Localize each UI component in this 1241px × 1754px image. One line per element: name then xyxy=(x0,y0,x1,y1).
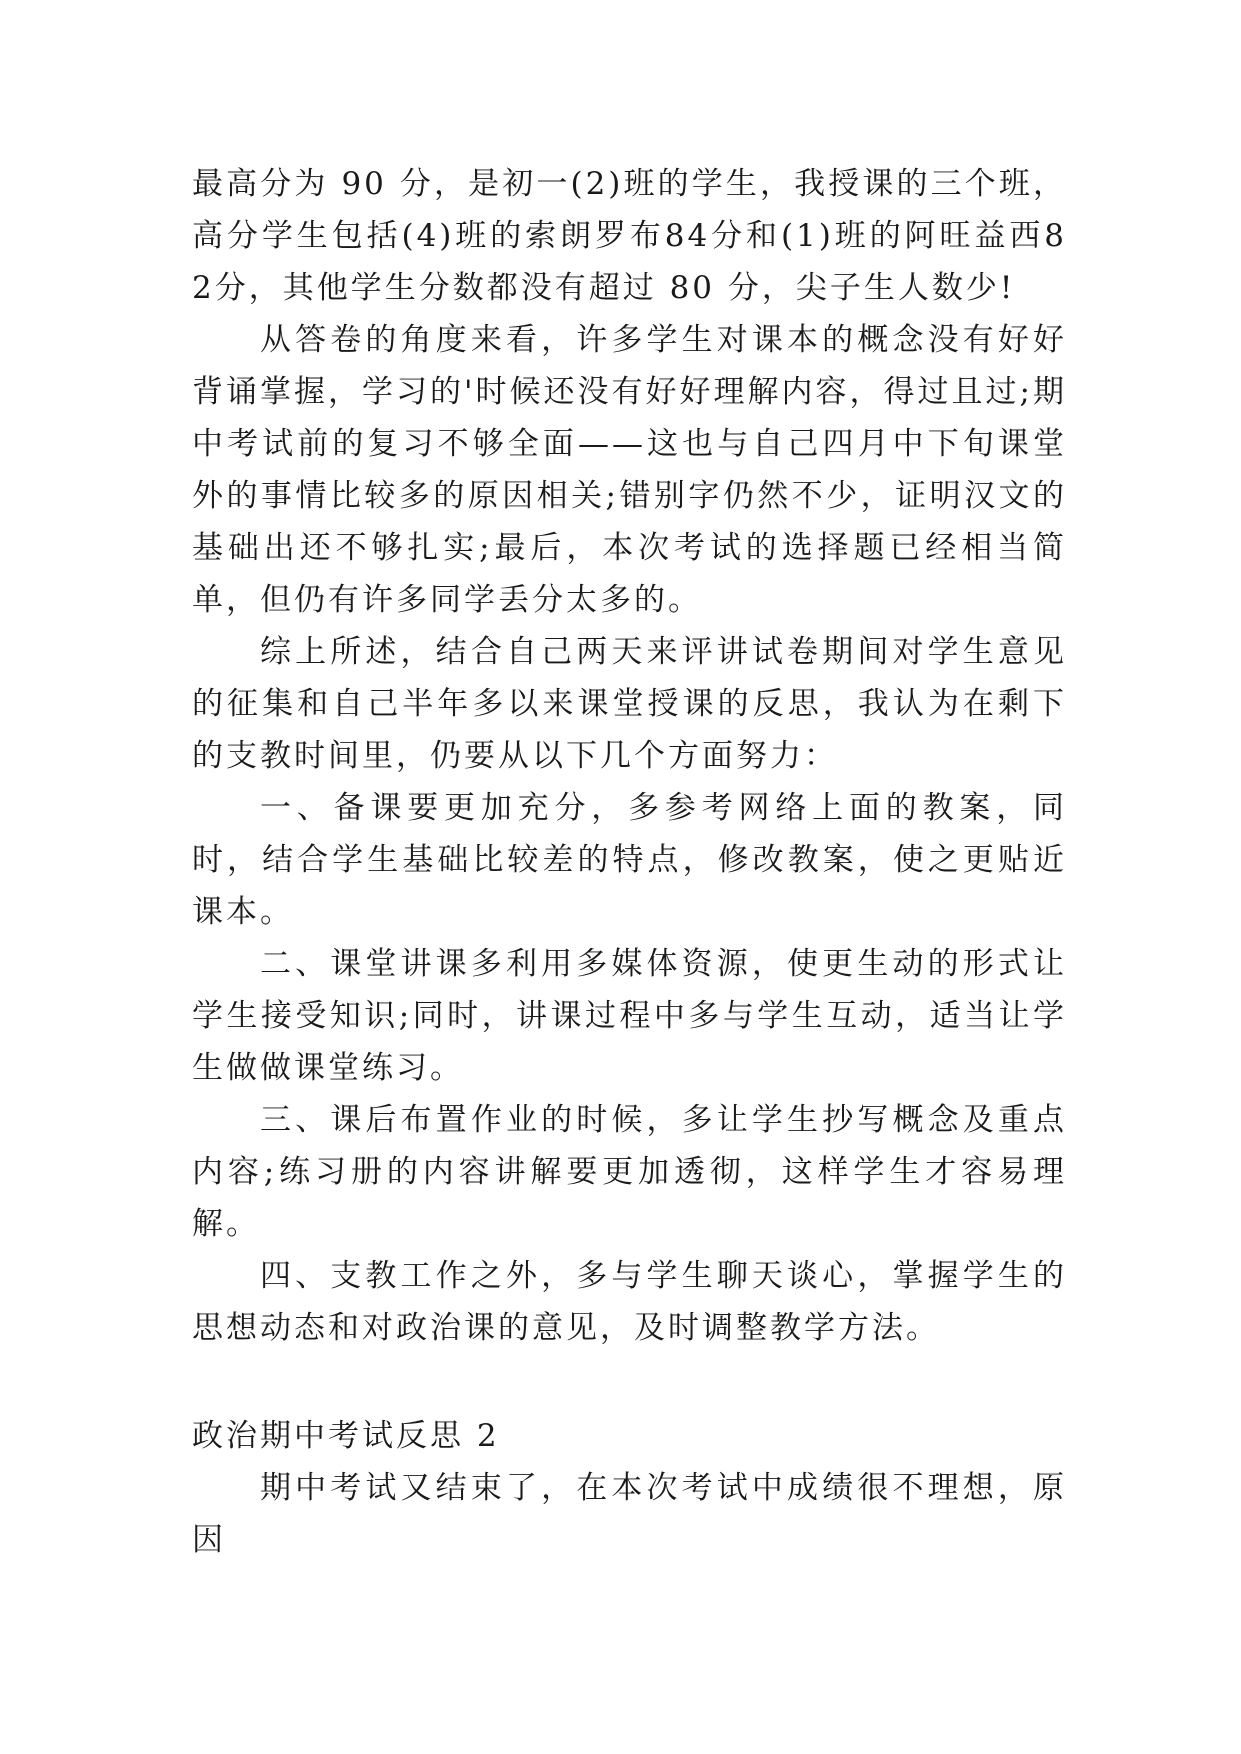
paragraph-point-four: 四、支教工作之外，多与学生聊天谈心，掌握学生的思想动态和对政治课的意见，及时调整教学方法。 xyxy=(192,1258,1067,1346)
paragraph-conclusion: 综上所述，结合自己两天来评讲试卷期间对学生意见的征集和自己半年多以来课堂授课的反思，我认为在剩下的支教时间里，仍要从以下几个方面努力： xyxy=(192,634,1067,774)
paragraph-section-two-intro: 期中考试又结束了，在本次考试中成绩很不理想，原因 xyxy=(192,1470,1067,1558)
document-body xyxy=(192,158,1067,1566)
paragraph-point-two: 二、课堂讲课多利用多媒体资源，使更生动的形式让学生接受知识;同时，讲课过程中多与学生互动，适当让学生做做课堂练习。 xyxy=(192,946,1067,1086)
paragraph-score-summary: 最高分为 90 分，是初一(2)班的学生，我授课的三个班，高分学生包括(4)班的索朗罗布84分和(1)班的阿旺益西82分，其他学生分数都没有超过 80 分，尖子生人数少! xyxy=(192,166,1067,306)
paragraph-point-three: 三、课后布置作业的时候，多让学生抄写概念及重点内容;练习册的内容讲解要更加透彻，这样学生才容易理解。 xyxy=(192,1102,1067,1242)
paragraph-point-one: 一、备课要更加充分，多参考网络上面的教案，同时，结合学生基础比较差的特点，修改教案，使之更贴近课本。 xyxy=(192,790,1067,930)
section-title: 政治期中考试反思 2 xyxy=(192,1418,500,1454)
paragraph-answer-analysis: 从答卷的角度来看，许多学生对课本的概念没有好好背诵掌握，学习的'时候还没有好好理解内容，得过且过;期中考试前的复习不够全面——这也与自己四月中下旬课堂外的事情比较多的原因相关;错别字仍然不少，证明汉文的基础出还不够扎实;最后，本次考试的选择题已经相当简单，但仍有许多同学丢分太多的。 xyxy=(192,322,1067,618)
